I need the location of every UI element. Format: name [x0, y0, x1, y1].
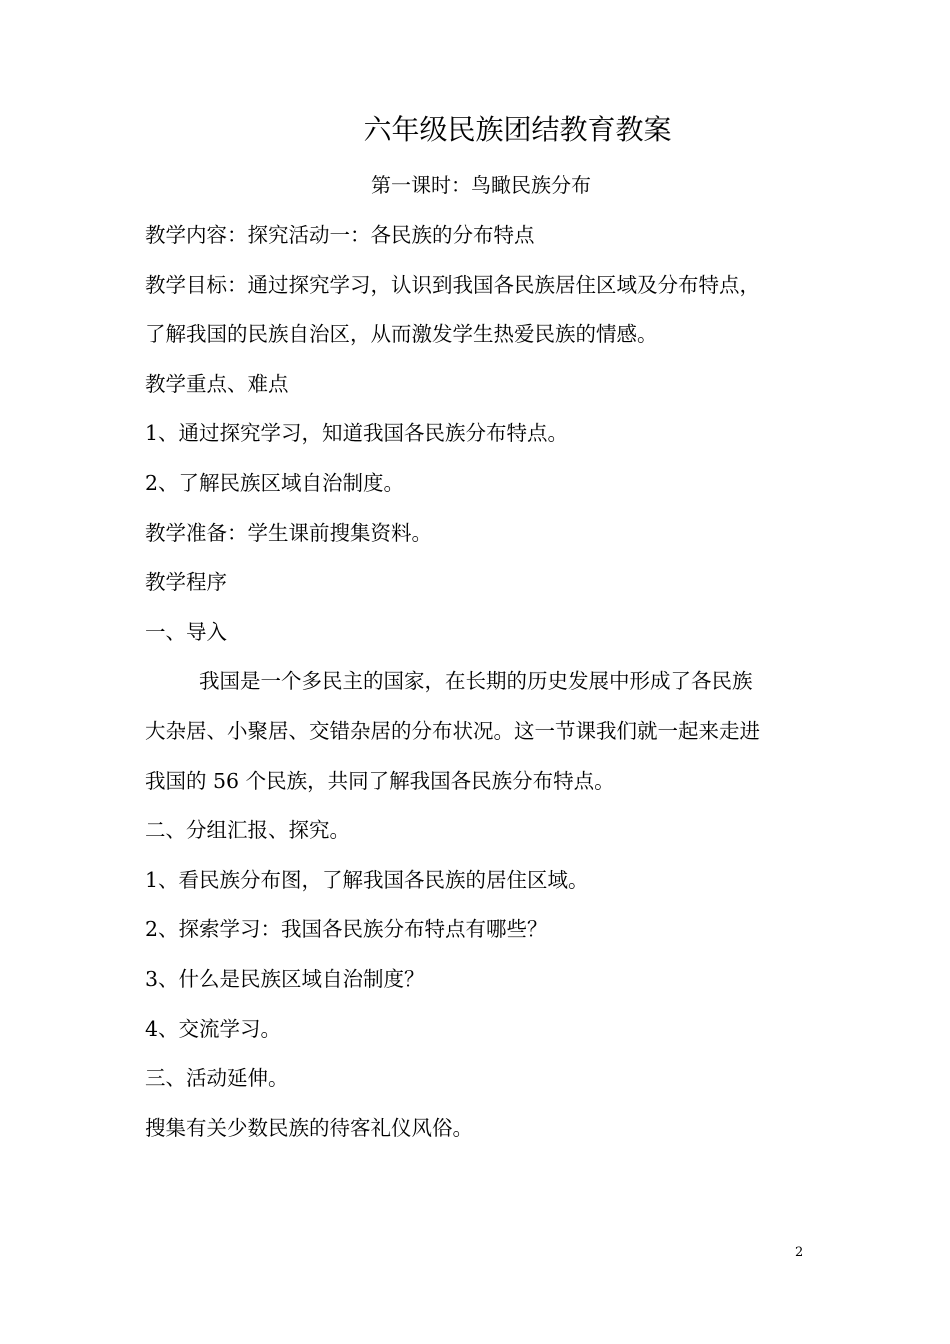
extension-task-line: 搜集有关少数民族的待客礼仪风俗。 [145, 1115, 473, 1140]
activity-item: 2、探索学习：我国各民族分布特点有哪些？ [145, 917, 548, 942]
key-point-item: 2、了解民族区域自治制度。 [145, 470, 405, 495]
teaching-goal-line: 教学目标：通过探究学习，认识到我国各民族居住区域及分布特点， [145, 272, 760, 297]
lesson-subtitle: 第一课时：鸟瞰民族分布 [371, 173, 591, 197]
section-heading-introduction: 一、导入 [145, 619, 227, 644]
activity-item: 3、什么是民族区域自治制度？ [145, 966, 425, 991]
introduction-paragraph-line: 我国是一个多民主的国家，在长期的历史发展中形成了各民族 [199, 669, 753, 694]
key-points-heading: 教学重点、难点 [145, 371, 289, 396]
teaching-content-line: 教学内容：探究活动一：各民族的分布特点 [145, 223, 535, 247]
document-title: 六年级民族团结教育教案 [363, 113, 672, 146]
activity-item: 4、交流学习。 [145, 1016, 282, 1041]
procedure-heading: 教学程序 [145, 570, 227, 595]
section-heading-group-report: 二、分组汇报、探究。 [145, 818, 350, 843]
key-point-item: 1、通过探究学习，知道我国各民族分布特点。 [145, 421, 569, 446]
introduction-paragraph-line: 大杂居、小聚居、交错杂居的分布状况。这一节课我们就一起来走进 [145, 718, 760, 743]
activity-item: 1、看民族分布图，了解我国各民族的居住区域。 [145, 867, 589, 892]
lesson-plan-body [145, 220, 815, 1162]
teaching-goal-line-continued: 了解我国的民族自治区，从而激发学生热爱民族的情感。 [145, 322, 658, 347]
preparation-line: 教学准备：学生课前搜集资料。 [145, 520, 432, 545]
section-heading-extension: 三、活动延伸。 [145, 1066, 289, 1091]
introduction-paragraph-line: 我国的 56 个民族，共同了解我国各民族分布特点。 [145, 768, 615, 793]
page-number: 2 [795, 1245, 804, 1260]
